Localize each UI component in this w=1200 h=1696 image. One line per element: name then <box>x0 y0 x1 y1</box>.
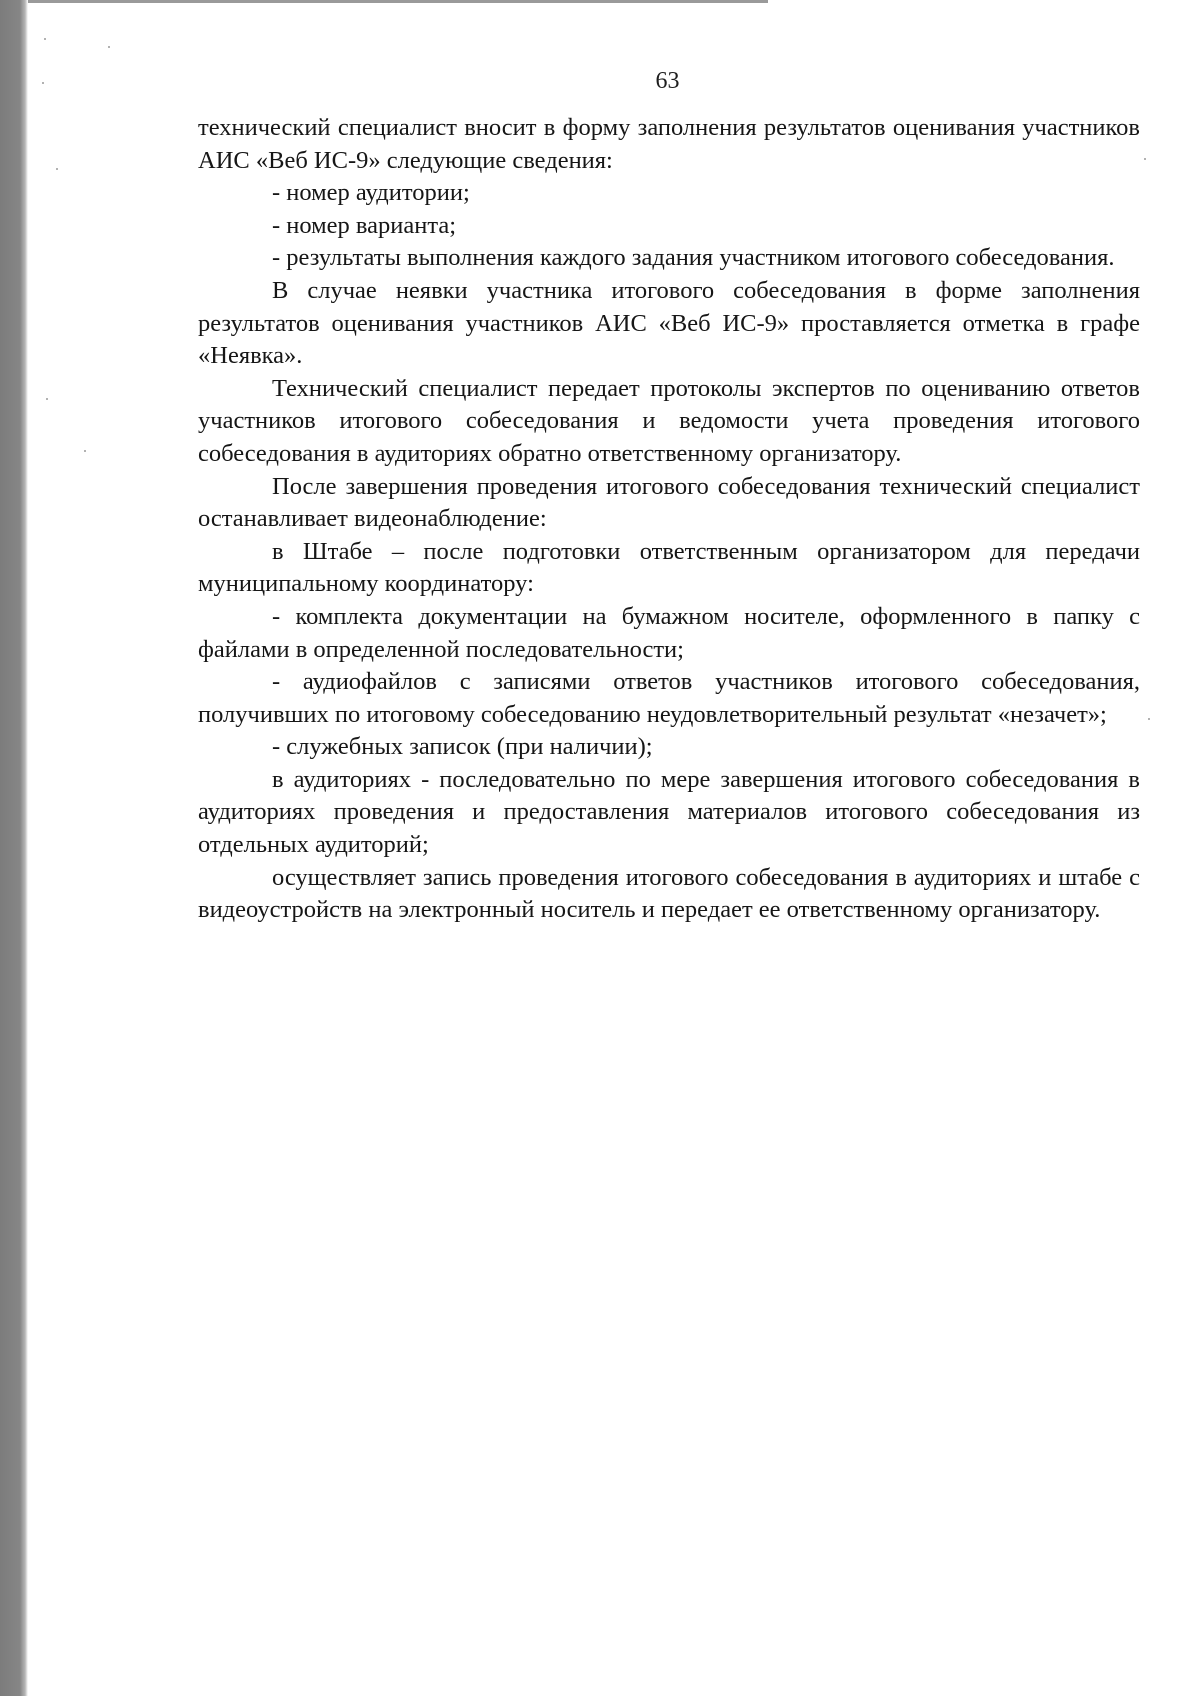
scan-top-edge <box>28 0 768 3</box>
scan-left-shadow <box>0 0 28 1696</box>
list-item-documentation-set: - комплекта документации на бумажном носителе, оформленного в папку с файлами в определенной последовательности; <box>198 602 1140 663</box>
scan-speck <box>108 46 110 48</box>
list-item-audio-files: - аудиофайлов с записями ответов участников итогового собеседования, получивших по итоговому собеседованию неудовлетворительный результат «незачет»; <box>198 668 1140 728</box>
page-number: 63 <box>655 68 680 94</box>
list-item-task-results: - результаты выполнения каждого задания участником итогового собеседования. <box>272 244 1115 272</box>
paragraph-intro: технический специалист вносит в форму заполнения результатов оценивания участников АИС «Веб ИС-9» следующие сведения: <box>198 114 1140 174</box>
scan-speck <box>56 168 58 170</box>
scan-speck <box>1144 158 1146 160</box>
scan-speck <box>1148 718 1150 720</box>
paragraph-absence: В случае неявки участника итогового собеседования в форме заполнения результатов оценивания участников АИС «Веб ИС-9» проставляется отметка в графе «Неявка». <box>198 276 1140 370</box>
paragraph-protocol-transfer: Технический специалист передает протоколы экспертов по оцениванию ответов участников итогового собеседования и ведомости учета проведения итогового собеседования в аудиториях обратно ответственному организатору. <box>198 374 1140 467</box>
paragraph-headquarters: в Штабе – после подготовки ответственным организатором для передачи муниципальному координатору: <box>198 537 1140 598</box>
list-item-service-notes: - служебных записок (при наличии); <box>272 733 653 761</box>
scan-speck <box>44 38 46 40</box>
list-item-room-number: - номер аудитории; <box>272 179 470 207</box>
scan-speck <box>46 398 48 400</box>
paragraph-stop-video: После завершения проведения итогового собеседования технический специалист останавливает видеонаблюдение: <box>198 472 1140 533</box>
scan-speck <box>84 450 86 452</box>
paragraph-auditoriums: в аудиториях - последовательно по мере завершения итогового собеседования в аудиториях проведения и предоставления материалов итогового собеседования из отдельных аудиторий; <box>198 765 1140 859</box>
list-item-variant-number: - номер варианта; <box>272 211 457 239</box>
paragraph-recording: осуществляет запись проведения итогового собеседования в аудиториях и штабе с видеоустройств на электронный носитель и передает ее ответственному организатору. <box>198 863 1140 924</box>
document-body <box>198 112 1140 927</box>
